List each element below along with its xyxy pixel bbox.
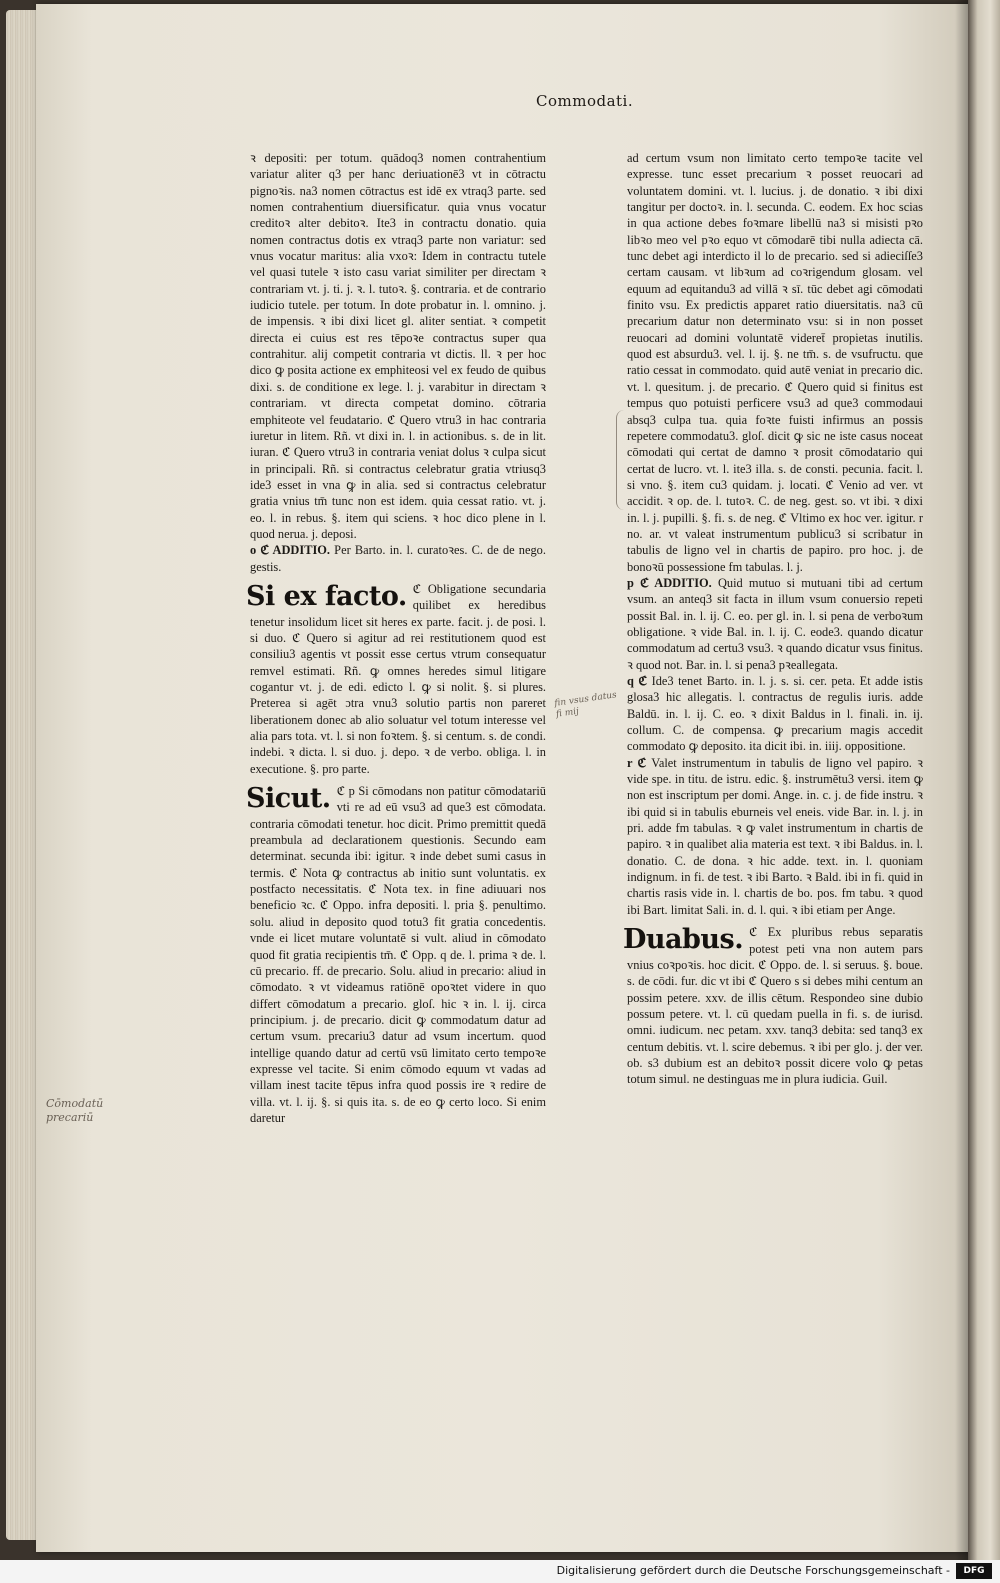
- left-addition: [250, 542, 546, 575]
- left-column: [246, 150, 546, 1126]
- dfg-logo-icon: DFG: [956, 1563, 992, 1579]
- section-initial: Sicut.: [246, 783, 331, 815]
- running-title: Commodati.: [536, 92, 634, 110]
- note-r: [627, 755, 923, 918]
- addition-label: p ℭ ADDITIO.: [627, 575, 712, 590]
- marginal-bracket: [616, 410, 627, 510]
- section-duabus: [623, 924, 923, 1087]
- footer-bar: [0, 1560, 1000, 1583]
- left-paragraph: ꝛ depositi: per totum. quādoq3 nomen contrahentium variatur aliter q3 per hanc deriuationē3 vt in cōtractu pignoꝛis. na3 nomen cōtractus est idē ex vtraq3 parte. sed nomen contrahentium diuersificatur. quia vnus vocatur creditoꝛ alter debitoꝛ. Ite3 in contractu donatio. quia nomen contractus dotis ex vtraq3 parte non variatur: sed vnus vocatur maritus: alia vxoꝛ: Idem in contractu tutele vel quasi tutele ꝛ isto casu variat similiter per directam ꝛ contrariam vt. j. ti. j. ꝛ. l. tutoꝛ. §. contraria. et de contrario iudicio tutele. per totum. In dote probatur in. l. omnino. j. de impensis. ꝛ ibi dixi licet gl. aliter sentiat. ꝛ competit directa ei cuius est res tēpoꝛe contractus super qua contrahitur. alij competit contraria vt dictis. ll. ꝛ per hoc dico ꝙ posita actione ex emphiteosi vel ex feudo de quibus dixi. s. de conditione ex lege. l. j. varabitur in directam ꝛ contrariam. vt directa competat domino. cōtraria emphiteote vel feudatario. ℭ Quero vtru3 in hac contraria iuretur in litem. Rñ. vt dixi in. l. in actionibus. s. de in lit. iuran. ℭ Quero vtru3 in contraria veniat dolus ꝛ culpa sicut in principali. Rñ. si contractus celebratur gratia vtriusq3 ide3 esset in vna ꝙ in alia. sed si contractus celebratur gratia vnius tm̄ tunc non est idem. quia cessat ratio. vt. j. eo. l. in rebus. §. item qui sciens. ꝛ hoc dico plene in l. quod nerua. j. deposi.: [250, 151, 546, 541]
- section-text: ℭ Ex pluribus rebus separatis potest peti vna non autem pars vnius coꝛpoꝛis. hoc dicit. ℭ Oppo. de. l. si seruus. §. boue. s. de cōdi. fur. dic vt ibi ℭ Quero s si debes mihi centum an possim petere. xxv. de illis cētum. Respondeo sine dubio possum petere. vt. l. cū quedam puella in fi. s. de iurisd. omni. iudicum. nec petam. xxv. tanq3 debita: sed tanq3 ex centum debitis. vt. l. scire debemus. ꝛ ibi per glo. j. der ver. ob. s3 dubium est an debitoꝛ possit dicere volo ꝙ petas totum simul. ne destinguas me in plura iudicia. Guil.: [627, 925, 923, 1087]
- note-label: r ℭ: [627, 755, 647, 770]
- addition-text: Per Barto. in. l. curatoꝛes. C. de de nego. gestis.: [250, 543, 546, 574]
- section-initial: Si ex facto.: [246, 580, 407, 612]
- section-text: ℭ Obligatione secundaria quilibet ex heredibus tenetur insolidum licet sit heres ex parte. facit. j. de posi. l. si duo. ℭ Quero si agitur ad rei restitutionem quod est consiliu3 agentis vt possit esse certus vtrum consequatur remvel estimati. Rñ. ꝙ omnes heredes simul litigare cogantur vt. j. de edi. edicto l. ꝙ si nolit. §. si plures. Preterea si agēt ɔtra vnu3 solutio partis non pareret liberationem donec ab alio soluatur vel totum interesse vel alia pars tota. vt. l. si non foꝛtem. §. si centum. s. de condi. indebi. ꝛ dicta. l. si duo. j. depo. ꝛ de verbo. obliga. l. in executione. §. pro parte.: [250, 581, 546, 776]
- facing-page-edge: [968, 0, 1000, 1560]
- right-paragraph: ad certum vsum non limitato certo tempoꝛe tacite vel expresse. tunc esset precarium ꝛ posset reuocari ad voluntatem domini. vt. l. lucius. j. de donatio. ꝛ ibi dixi tangitur per doctoꝛ. in. l. secunda. C. eodem. Ex hoc scias in qua actione debes foꝛmare libellū na3 si misisti pꝛo libꝛo meo vel pꝛo equo vt cōmodarē tibi nulla adiecta cā. tunc debet agi interdicto il lo de precario. sed si adieciſſe3 certam causam. vt libꝛum ad coꝛrigendum glosam. vel equum ad equitandu3 ad villā ꝛ sī. tūc debet agi cōmodati finito vsu. Ex predictis apparet ratio diuersitatis. na3 cū precarium datur non determinato vsu: si in non posset reuocari ad domini voluntatē videret̄ propietas inutilis. quod est absurdu3. vel. l. ij. §. ne tm̄. s. de vsufructu. que ratio cessat in commodato. quid autē veniat in precario dic. vt. l. quesitum. j. de precario. ℭ Quero quid si finitus est tempus quo potuisti perficere vsu3 ad que3 commodaui absq3 culpa tua. quia foꝛte fuisti infirmus an possis repetere commodatu3. gloſ. dicit ꝙ sic ne iste casus noceat cōmodati qui certat de damno ꝛ prosit cōmodatario qui certat de lucro. vt. l. ite3 illa. s. de consti. pecunia. facit. l. si vno. §. item cu3 quidam. j. locati. ℭ Venio ad ver. vt accidit. ꝛ op. de. l. tutoꝛ. C. de neg. gest. so. vt ibi. ꝛ dixi in. l. j. pupilli. §. fi. s. de neg. ℭ Vltimo ex hoc ver. igitur. r no. ar. vt valeat instrumentum publicu3 si scribatur in tabulis de ligno vel in chartis de papiro. pro hoc. j. de bonoꝛū possessione fm tabulas. l. j.: [627, 151, 923, 574]
- addition-label: o ℭ ADDITIO.: [250, 543, 331, 558]
- right-addition: [627, 575, 923, 673]
- note-text: Valet instrumentum in tabulis de ligno vel papiro. ꝛ vide spe. in titu. de istru. edic. §. instrumētu3 versi. item ꝙ non est inscriptum per domi. Ange. in. c. j. de fide instru. ꝛ ibi quid si in tabulis eburneis vel eneis. vide Bar. in. l. j. in pri. adde fm tabulas. ꝛ ꝙ valet instrumentum in chartis de papiro. ꝛ in qualibet alia materia est text. ꝛ ibi Baldus. in. l. donatio. C. de dona. ꝛ hic adde. text. in. l. quoniam indignum. in fi. de test. ꝛ ibi Barto. ꝛ Bald. ibi in fi. quid in chartis rasis vide in. l. chartis de bo. pos. fm tabu. ꝛ quod ibi Bart. limitat Sali. in. d. l. qui. ꝛ ibi etiam per Ange.: [627, 755, 924, 917]
- section-si-ex-facto: [246, 580, 546, 777]
- right-column: [623, 150, 924, 1088]
- note-text: Ide3 tenet Barto. in. l. j. s. si. cer. peta. Et adde istis glosa3 hic allegatis. l. contractus de regulis iuris. adde Baldū. in. l. ij. C. eo. ꝛ dixit Baldus in l. finali. in. ij. collum. C. de compensa. ꝙ precarium magis accedit commodato ꝙ deposito. ita dicit ibi. in. iiij. oppositione.: [627, 674, 924, 754]
- addition-text: Quid mutuo si mutuani tibi ad certum vsum. an anteq3 sit facta in illum vsum conuersio repeti possit Bal. in. l. ij. C. eo. per gl. in. l. si pena de verboꝛum obligatione. ꝛ vide Bal. in. l. ij. C. eode3. quando dicatur commodatum ad certu3 vsu3. ꝛ quando dicatur vsus finitus. ꝛ quod not. Bar. in. l. si pena3 pꝛeallegata.: [627, 575, 923, 672]
- note-q: [627, 673, 923, 755]
- section-text: ℭ p Si cōmodans non patitur cōmodatariū vti re ad eū vsu3 ad que3 est cōmodata. contraria cōmodati tenetur. hoc dicit. Primo premittit quedā preambula ad declarationem questionis. Secundo eam determinat. secunda ibi: igitur. ꝛ inde debet sumi casus in termis. ℭ Nota ꝙ contractus ab initio sunt voluntatis. ex postfacto necessitatis. ℭ Nota tex. in fine adiuuari nos beneficio ꝛc. ℭ Oppo. infra depositi. l. pria §. penultimo. solu. aliud in deposito quod totu3 fit gratia concedentis. vnde ei licet mutare voluntatē si vult. aliud in cōmodato quod fit gratia recipientis tm̄. ℭ Opp. q de. l. prima ꝛ de. l. cū precario. ff. de precario. Solu. aliud in precario: aliud in cōmodato. ꝛ vt videamus ratiōnē opoꝛtet videre in quo differt cōmodatum a precario. gloſ. hic ꝛ in. l. ij. circa principium. j. de precario. dicit ꝙ commodatum datur ad certum vsum. precariu3 datur ad vsum incertum. quod intellige quando datur ad certū vsū limitato certo tempoꝛe expresse vel tacite. Si enim cōmodo equum vt vadas ad villam inest tacite tēpus infra quod possis ire ꝛ redire de villa. vt. l. ij. §. si quis ita. s. de eo ꝙ certo loco. Si enim daretur: [250, 784, 546, 1125]
- section-sicut: [246, 783, 546, 1126]
- section-initial: Duabus.: [623, 924, 744, 956]
- marginal-note-left: Cōmodatū precariū: [46, 1097, 104, 1124]
- footer-credit: Digitalisierung gefördert durch die Deutsche Forschungsgemeinschaft -: [556, 1564, 950, 1577]
- marginal-note-center: fin vsus datus fi mij: [553, 690, 618, 720]
- note-label: q ℭ: [627, 674, 648, 688]
